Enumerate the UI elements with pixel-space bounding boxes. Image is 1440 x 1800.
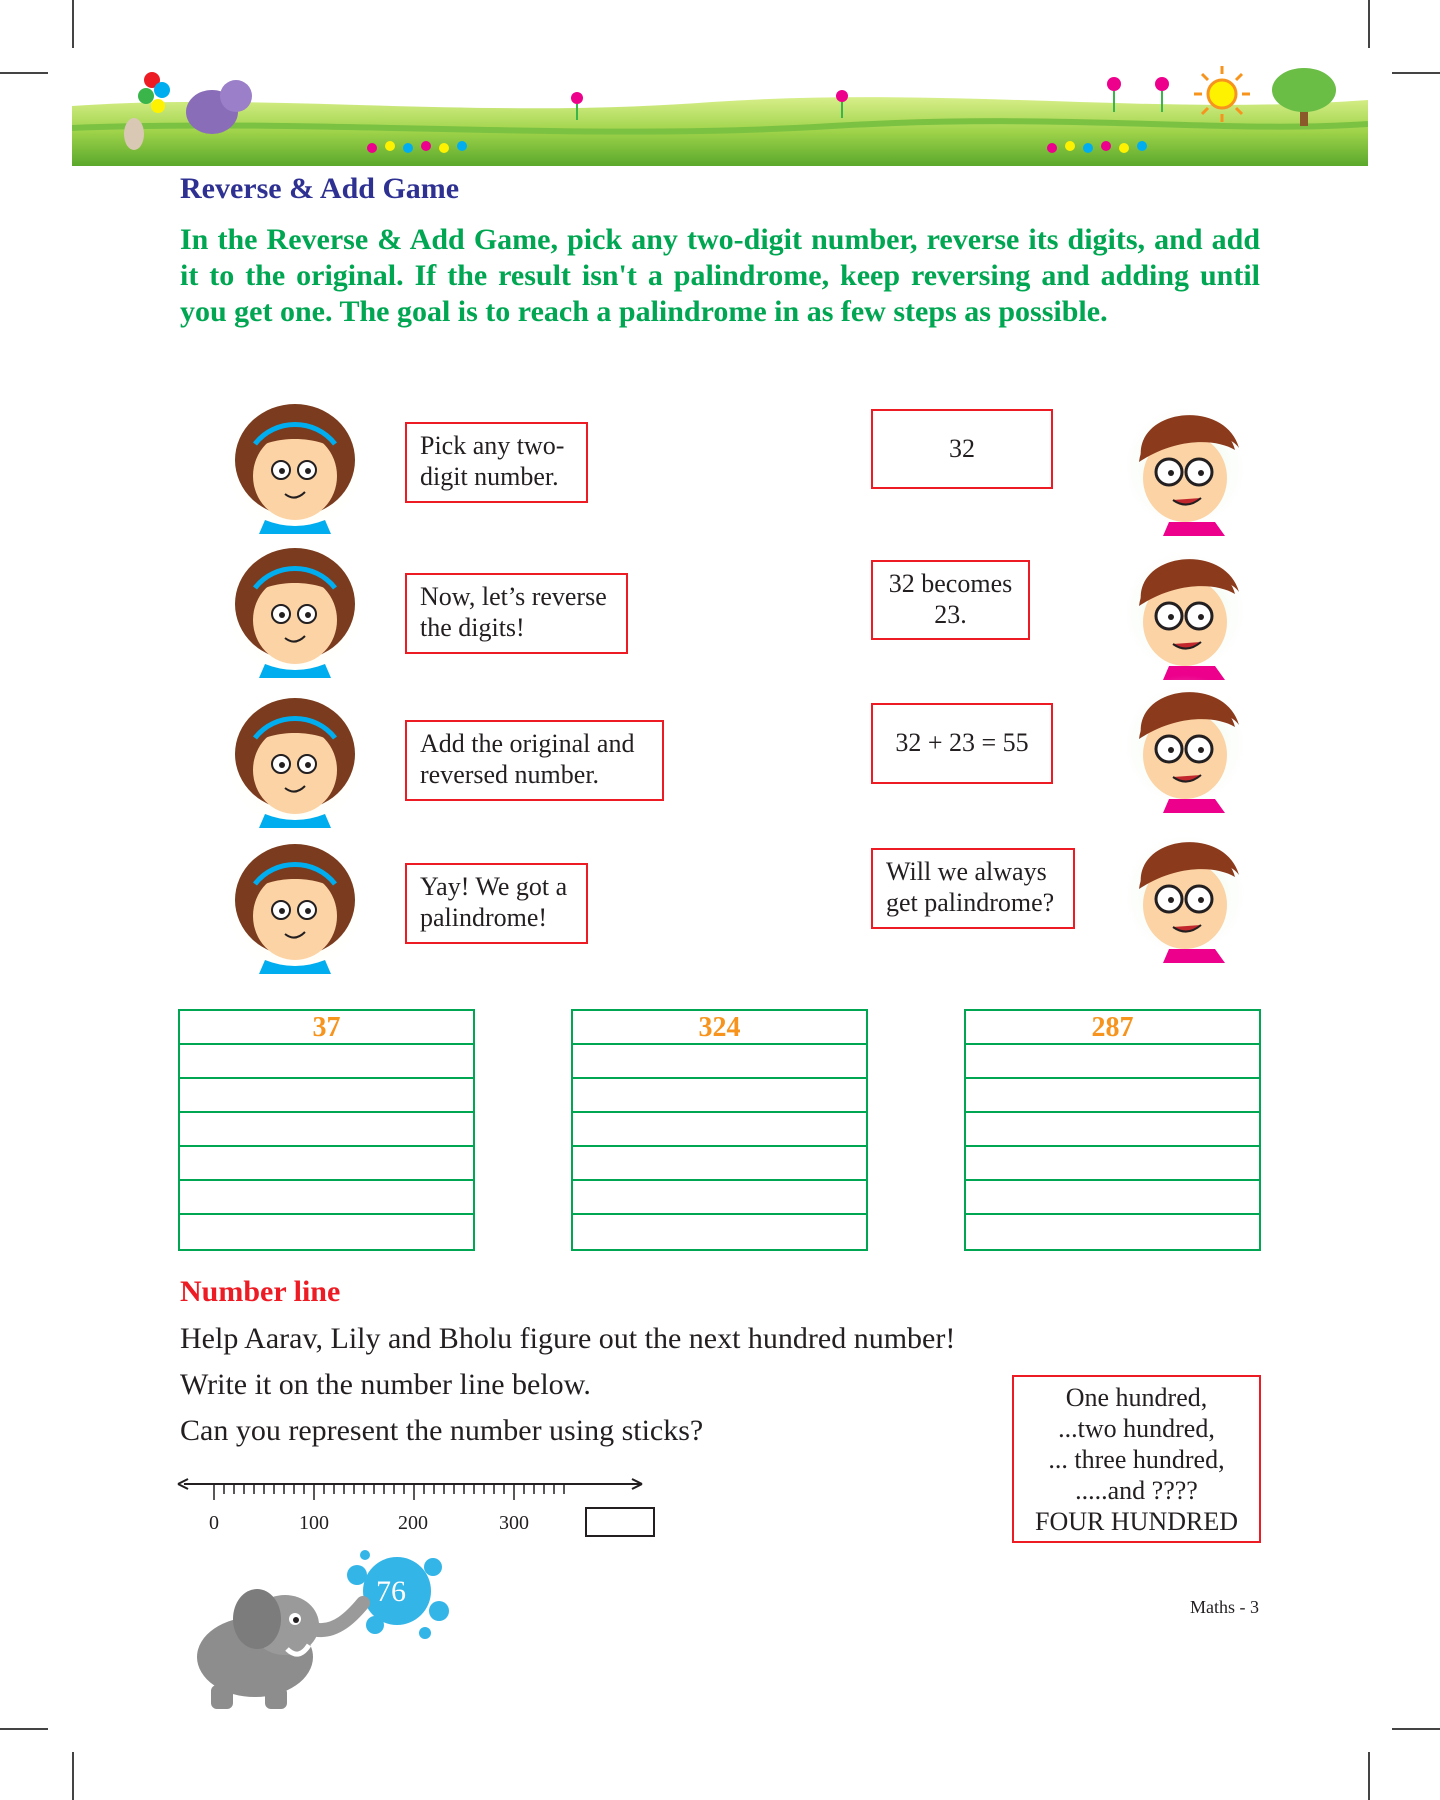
crop-mark: [0, 72, 48, 74]
note-line: .....and ????: [1075, 1476, 1198, 1505]
answer-row[interactable]: [180, 1147, 473, 1181]
practice-grid-37: [178, 1009, 475, 1251]
answer-row[interactable]: [966, 1215, 1259, 1249]
crop-mark: [0, 1728, 48, 1730]
hundreds-note: [1012, 1375, 1261, 1543]
grid-header: 324: [573, 1011, 866, 1045]
answer-row[interactable]: [573, 1147, 866, 1181]
answer-row[interactable]: [180, 1079, 473, 1113]
number-line-instruction-3: Can you represent the number using sticks?: [180, 1414, 704, 1447]
subject-footer: Maths - 3: [1190, 1597, 1259, 1617]
tick-label-200: 200: [398, 1512, 428, 1534]
meadow-banner: [72, 62, 1368, 166]
girl-speech-1: Pick any two-digit number.: [405, 422, 588, 503]
boy-speech-2: 32 becomes 23.: [871, 560, 1030, 640]
game-instructions: In the Reverse & Add Game, pick any two-digit number, reverse its digits, and add it to the original. If the result isn't a palindrome, keep reversing and adding until you get one. The goal is to reach a palindrome in as few steps as possible.: [180, 223, 1260, 328]
crop-mark: [72, 0, 74, 48]
answer-row[interactable]: [180, 1181, 473, 1215]
girl-speech-3: Add the original and reversed number.: [405, 720, 664, 801]
answer-row[interactable]: [966, 1079, 1259, 1113]
number-line-instruction-1: Help Aarav, Lily and Bholu figure out the next hundred number!: [180, 1322, 956, 1355]
crop-mark: [1392, 1728, 1440, 1730]
practice-grid-287: [964, 1009, 1261, 1251]
boy-speech-4: Will we always get palindrome?: [871, 848, 1075, 929]
answer-row[interactable]: [573, 1045, 866, 1079]
answer-row[interactable]: [966, 1045, 1259, 1079]
answer-row[interactable]: [573, 1215, 866, 1249]
page-number: 76: [376, 1575, 406, 1608]
answer-box[interactable]: [585, 1507, 655, 1537]
answer-row[interactable]: [573, 1079, 866, 1113]
answer-row[interactable]: [573, 1113, 866, 1147]
elephant-mascot: [175, 1545, 455, 1715]
answer-row[interactable]: [180, 1215, 473, 1249]
tick-label-100: 100: [299, 1512, 329, 1534]
number-line-instruction-2: Write it on the number line below.: [180, 1368, 591, 1401]
practice-grid-324: [571, 1009, 868, 1251]
tick-label-300: 300: [499, 1512, 529, 1534]
section-title-number-line: Number line: [180, 1275, 341, 1308]
crop-mark: [1368, 1752, 1370, 1800]
girl-speech-2: Now, let’s reverse the digits!: [405, 573, 628, 654]
crop-mark: [1392, 72, 1440, 74]
answer-row[interactable]: [180, 1045, 473, 1079]
tick-label-0: 0: [209, 1512, 219, 1534]
boy-speech-1: 32: [871, 409, 1053, 489]
boy-speech-3: 32 + 23 = 55: [871, 703, 1053, 784]
note-line: FOUR HUNDRED: [1035, 1507, 1238, 1536]
section-title-reverse-add: Reverse & Add Game: [180, 172, 460, 205]
grid-header: 287: [966, 1011, 1259, 1045]
girl-speech-4: Yay! We got a palindrome!: [405, 863, 588, 944]
answer-row[interactable]: [573, 1181, 866, 1215]
answer-row[interactable]: [966, 1181, 1259, 1215]
note-line: One hundred,: [1065, 1383, 1208, 1412]
note-line: ...two hundred,: [1058, 1414, 1215, 1443]
grid-header: 37: [180, 1011, 473, 1045]
crop-mark: [1368, 0, 1370, 48]
number-line: [174, 1472, 654, 1512]
answer-row[interactable]: [180, 1113, 473, 1147]
crop-mark: [72, 1752, 74, 1800]
answer-row[interactable]: [966, 1113, 1259, 1147]
answer-row[interactable]: [966, 1147, 1259, 1181]
note-line: ... three hundred,: [1048, 1445, 1225, 1474]
